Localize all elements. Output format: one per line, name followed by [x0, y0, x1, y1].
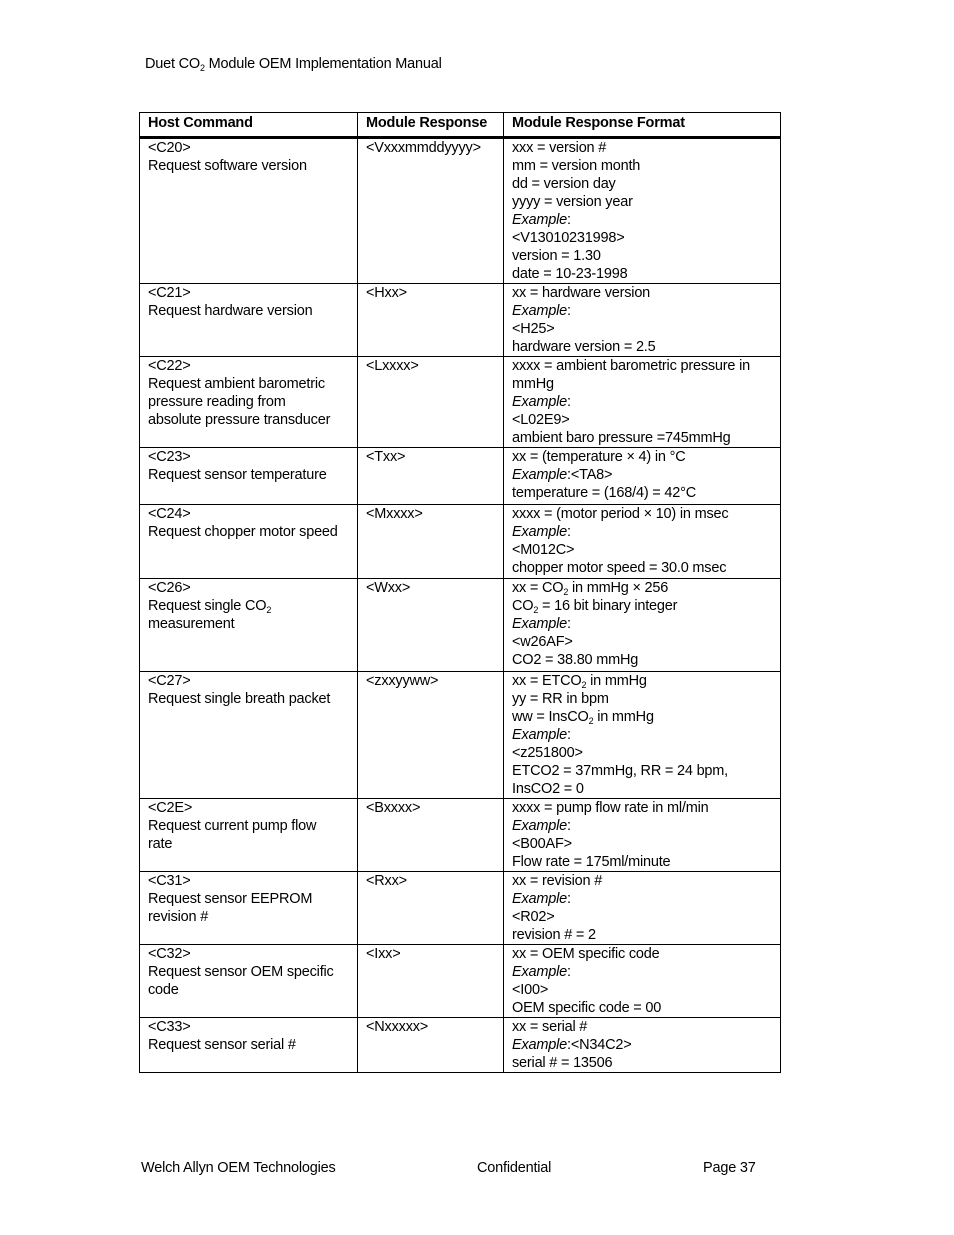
command-code: <C2E> — [148, 800, 193, 816]
format-line: CO2 = 38.80 mmHg — [512, 652, 639, 668]
footer-page-number: Page 37 — [703, 1160, 756, 1176]
module-response-cell: <zxxyyww> — [358, 672, 504, 799]
format-line: <V13010231998> — [512, 230, 625, 246]
table-row — [140, 672, 781, 799]
format-line: ETCO2 = 37mmHg, RR = 24 bpm, — [512, 763, 729, 779]
format-line: mm = version month — [512, 158, 641, 174]
example-label: Example: — [512, 524, 571, 540]
host-command-cell — [140, 579, 358, 672]
header-title: Duet CO — [145, 56, 201, 72]
example-label: Example: — [512, 303, 571, 319]
command-description: Request sensor temperature — [148, 467, 327, 483]
format-line: xx = (temperature × 4) in °C — [512, 449, 686, 465]
command-code: <C32> — [148, 946, 191, 962]
module-response-cell: <Mxxxx> — [358, 505, 504, 579]
command-description: Request single breath packet — [148, 691, 331, 707]
response-format-cell — [504, 872, 781, 945]
module-response-cell: <Txx> — [358, 448, 504, 505]
format-line: Flow rate = 175ml/minute — [512, 854, 671, 870]
command-description: measurement — [148, 616, 235, 632]
host-command-cell — [140, 284, 358, 357]
format-line: yyyy = version year — [512, 194, 633, 210]
format-line: date = 10-23-1998 — [512, 266, 628, 282]
format-line: temperature = (168/4) = 42°C — [512, 485, 696, 501]
format-line: hardware version = 2.5 — [512, 339, 656, 355]
host-command-cell — [140, 799, 358, 872]
command-code: <C27> — [148, 673, 191, 689]
module-response-cell: <Nxxxxx> — [358, 1018, 504, 1073]
header-subscript: 2 — [200, 63, 205, 73]
format-line: ww = InsCO$_2$ in mmHg — [512, 709, 654, 726]
format-line: xx = $CO_2$ in mmHg × 256 — [512, 580, 669, 597]
format-line: xx = serial # — [512, 1019, 588, 1035]
command-code: <C31> — [148, 873, 191, 889]
command-code: <C22> — [148, 358, 191, 374]
host-command-cell — [140, 872, 358, 945]
table-row — [140, 799, 781, 872]
format-line: serial # = 13506 — [512, 1055, 613, 1071]
table-row — [140, 505, 781, 579]
example-line: Example:<TA8> — [512, 467, 613, 483]
example-label: Example: — [512, 727, 571, 743]
response-format-cell — [504, 945, 781, 1018]
module-response-cell: <Vxxxmmddyyyy> — [358, 138, 504, 284]
module-response-cell: <Ixx> — [358, 945, 504, 1018]
table-row — [140, 448, 781, 505]
format-line: ambient baro pressure =745mmHg — [512, 430, 731, 446]
example-label: Example: — [512, 964, 571, 980]
table-row — [140, 872, 781, 945]
host-command-cell — [140, 672, 358, 799]
example-label: Example: — [512, 616, 571, 632]
format-line: xx = $ETCO_2$ in mmHg — [512, 673, 647, 690]
command-description: Request ambient barometric — [148, 376, 325, 392]
footer-left: Welch Allyn OEM Technologies — [141, 1160, 336, 1176]
format-line: revision # = 2 — [512, 927, 596, 943]
command-description: Request hardware version — [148, 303, 313, 319]
response-format-cell — [504, 138, 781, 284]
table-row — [140, 945, 781, 1018]
table-row — [140, 357, 781, 448]
response-format-cell — [504, 505, 781, 579]
command-code: <C26> — [148, 580, 191, 596]
command-description: absolute pressure transducer — [148, 412, 331, 428]
format-line: $CO_2 = 16$ bit binary integer — [512, 598, 678, 615]
format-line: xxxx = (motor period × 10) in msec — [512, 506, 729, 522]
response-format-cell — [504, 357, 781, 448]
format-line: chopper motor speed = 30.0 msec — [512, 560, 727, 576]
host-command-cell — [140, 505, 358, 579]
column-header-module-response-format: Module Response Format — [504, 113, 781, 138]
command-description: Request sensor EEPROM — [148, 891, 313, 907]
response-format-cell — [504, 448, 781, 505]
format-line: dd = version day — [512, 176, 616, 192]
table-row — [140, 1018, 781, 1073]
format-line: <w26AF> — [512, 634, 573, 650]
table-row — [140, 138, 781, 284]
document-header — [145, 56, 442, 72]
format-line: InsCO2 = 0 — [512, 781, 584, 797]
column-header-host-command: Host Command — [140, 113, 358, 138]
example-label: Example: — [512, 891, 571, 907]
response-format-cell — [504, 579, 781, 672]
format-line: xxxx = ambient barometric pressure in — [512, 358, 750, 374]
format-line: OEM specific code = 00 — [512, 1000, 662, 1016]
response-format-cell — [504, 799, 781, 872]
format-line: <L02E9> — [512, 412, 570, 428]
format-line: <R02> — [512, 909, 555, 925]
column-header-module-response: Module Response — [358, 113, 504, 138]
format-line: <I00> — [512, 982, 549, 998]
format-line: <H25> — [512, 321, 555, 337]
command-description: Request software version — [148, 158, 307, 174]
host-command-cell — [140, 138, 358, 284]
format-line: xxxx = pump flow rate in ml/min — [512, 800, 709, 816]
command-description: revision # — [148, 909, 209, 925]
format-line: xxx = version # — [512, 140, 607, 156]
format-line: <M012C> — [512, 542, 575, 558]
example-label: Example: — [512, 394, 571, 410]
table-row — [140, 284, 781, 357]
command-description: pressure reading from — [148, 394, 286, 410]
response-format-cell — [504, 672, 781, 799]
table-row — [140, 579, 781, 672]
format-line: xx = hardware version — [512, 285, 651, 301]
command-table — [139, 112, 781, 1073]
example-line: Example:<N34C2> — [512, 1037, 632, 1053]
command-code: <C21> — [148, 285, 191, 301]
host-command-cell — [140, 945, 358, 1018]
module-response-cell: <Hxx> — [358, 284, 504, 357]
command-description: rate — [148, 836, 173, 852]
response-format-cell — [504, 284, 781, 357]
footer-center: Confidential — [477, 1160, 552, 1176]
header-title-rest: Module OEM Implementation Manual — [204, 56, 442, 72]
module-response-cell: <Bxxxx> — [358, 799, 504, 872]
example-label: Example: — [512, 818, 571, 834]
command-code: <C24> — [148, 506, 191, 522]
table-header-row — [140, 113, 781, 138]
format-line: xx = OEM specific code — [512, 946, 660, 962]
command-description: Request chopper motor speed — [148, 524, 338, 540]
format-line: mmHg — [512, 376, 554, 392]
module-response-cell: <Lxxxx> — [358, 357, 504, 448]
format-line: <z251800> — [512, 745, 583, 761]
host-command-cell — [140, 357, 358, 448]
format-line: version = 1.30 — [512, 248, 601, 264]
example-label: Example: — [512, 212, 571, 228]
format-line: xx = revision # — [512, 873, 603, 889]
command-code: <C20> — [148, 140, 191, 156]
module-response-cell: <Wxx> — [358, 579, 504, 672]
command-description: Request current pump flow — [148, 818, 317, 834]
command-code: <C33> — [148, 1019, 191, 1035]
host-command-cell — [140, 1018, 358, 1073]
format-line: <B00AF> — [512, 836, 572, 852]
command-description: code — [148, 982, 179, 998]
command-description: Request sensor serial # — [148, 1037, 296, 1053]
command-code: <C23> — [148, 449, 191, 465]
command-description: Request sensor OEM specific — [148, 964, 334, 980]
host-command-cell — [140, 448, 358, 505]
format-line: yy = RR in bpm — [512, 691, 609, 707]
module-response-cell: <Rxx> — [358, 872, 504, 945]
command-description: Request single $CO_2$ — [148, 598, 272, 615]
response-format-cell — [504, 1018, 781, 1073]
